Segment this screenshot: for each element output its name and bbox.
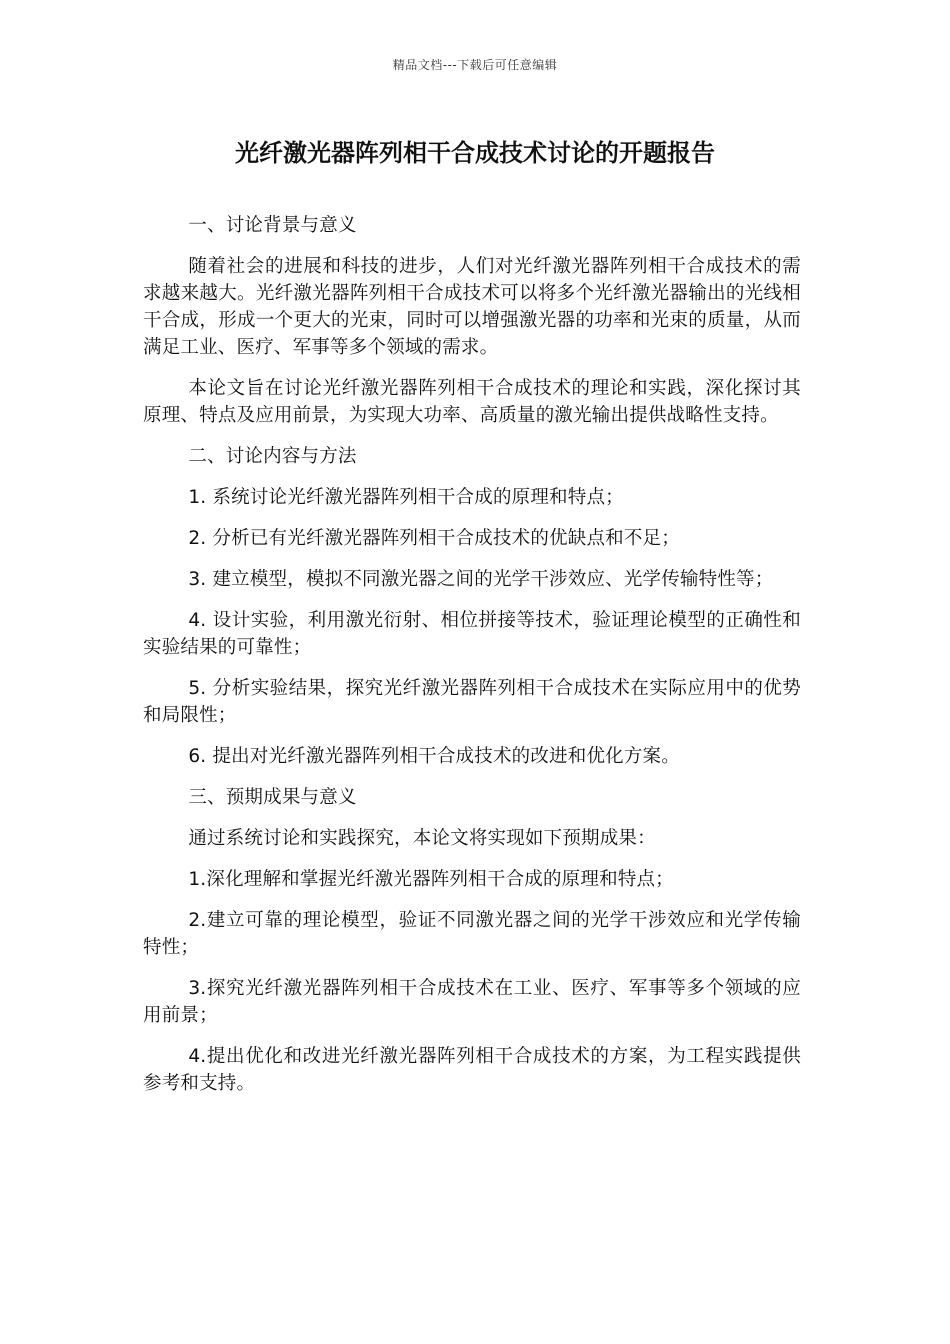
list-item-result-3: 3.探究光纤激光器阵列相干合成技术在工业、医疗、军事等多个领域的应用前景； [143,978,801,1026]
list-item-method-2: 2. 分析已有光纤激光器阵列相干合成技术的优缺点和不足； [188,528,680,549]
document-title: 光纤激光器阵列相干合成技术讨论的开题报告 [235,139,715,167]
list-item-result-2: 2.建立可靠的理论模型，验证不同激光器之间的光学干涉效应和光学传输特性； [143,910,801,958]
section-heading-background: 一、讨论背景与意义 [188,215,357,236]
list-item-result-1: 1.深化理解和掌握光纤激光器阵列相干合成的原理和特点； [188,869,674,890]
list-item-method-6: 6. 提出对光纤激光器阵列相干合成技术的改进和优化方案。 [188,746,680,767]
header-note: 精品文档---下载后可任意编辑 [392,58,558,72]
paragraph-expected-intro: 通过系统讨论和实践探究，本论文将实现如下预期成果： [188,828,656,849]
paragraph-background: 随着社会的进展和科技的进步，人们对光纤激光器阵列相干合成技术的需求越来越大。光纤激光器阵列相干合成技术可以将多个光纤激光器输出的光线相干合成，形成一个更大的光束，同时可以增强激光器的功率和光束的质量，从而满足工业、医疗、军事等多个领域的需求。 [143,256,801,358]
section-heading-expected-results: 三、预期成果与意义 [188,787,357,808]
list-item-method-3: 3. 建立模型，模拟不同激光器之间的光学干涉效应、光学传输特性等； [188,569,774,590]
document-body [143,212,801,1111]
list-item-result-4: 4.提出优化和改进光纤激光器阵列相干合成技术的方案，为工程实践提供参考和支持。 [143,1046,801,1094]
list-item-method-4: 4. 设计实验，利用激光衍射、相位拼接等技术，验证理论模型的正确性和实验结果的可靠性； [143,610,801,658]
list-item-method-5: 5. 分析实验结果，探究光纤激光器阵列相干合成技术在实际应用中的优势和局限性； [143,678,801,726]
paragraph-purpose: 本论文旨在讨论光纤激光器阵列相干合成技术的理论和实践，深化探讨其原理、特点及应用前景，为实现大功率、高质量的激光输出提供战略性支持。 [143,378,801,426]
list-item-method-1: 1. 系统讨论光纤激光器阵列相干合成的原理和特点； [188,487,624,508]
section-heading-content-methods: 二、讨论内容与方法 [188,446,357,467]
